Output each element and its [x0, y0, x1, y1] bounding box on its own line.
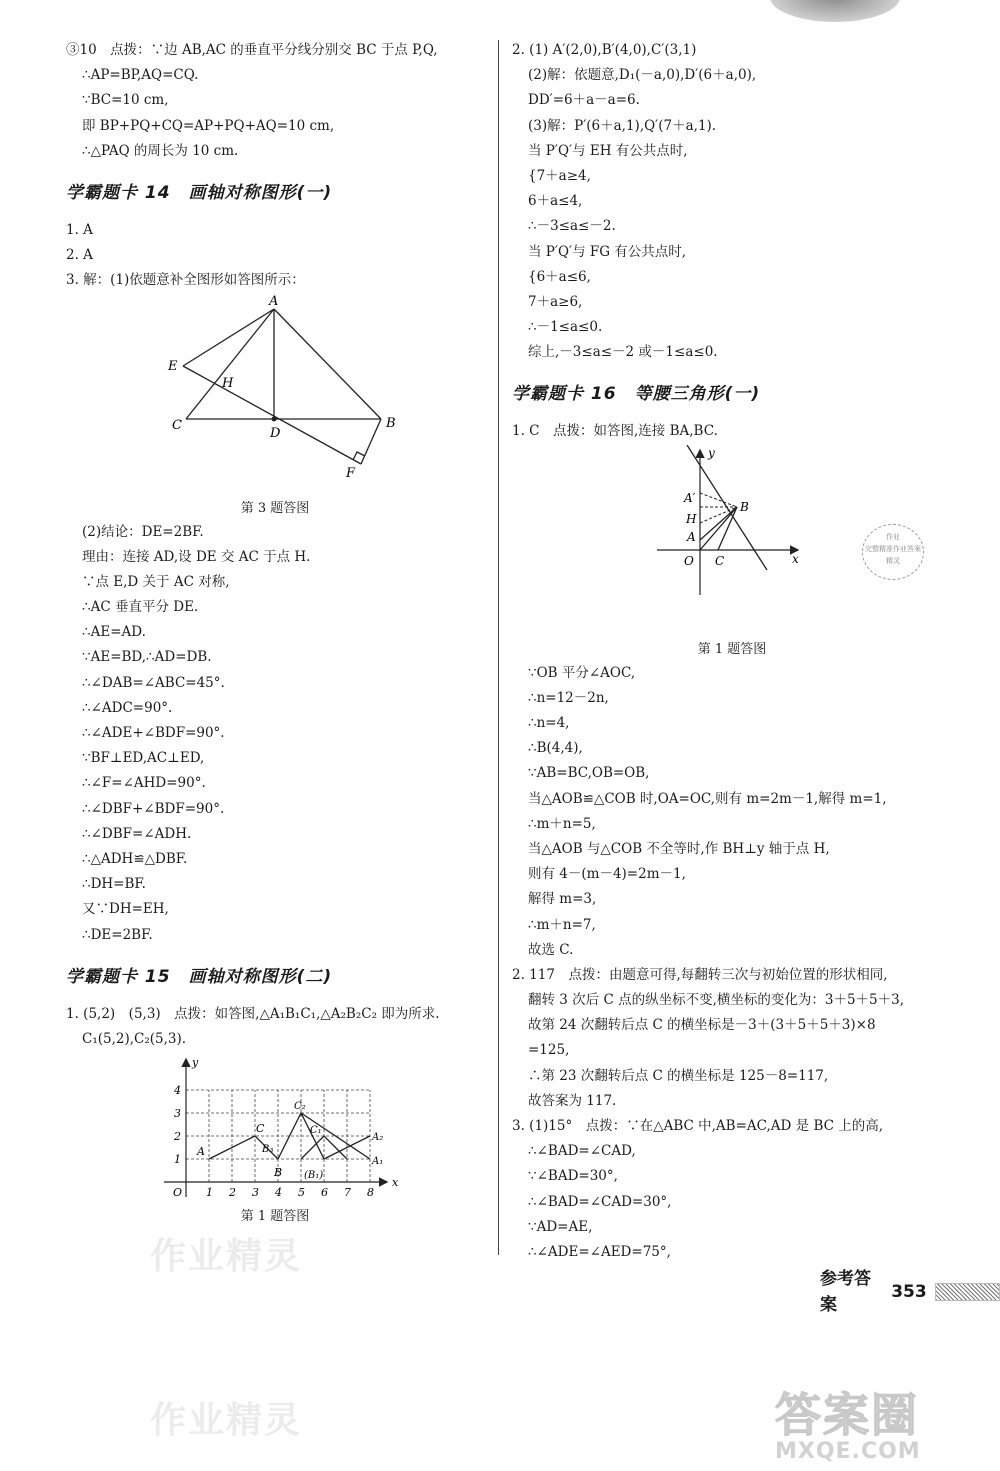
axis-label-y: y: [708, 445, 715, 460]
text-line: ∴AE=AD.: [82, 624, 146, 641]
label-H: H: [686, 511, 697, 526]
text-line: 6＋a≤4,: [528, 193, 583, 210]
text-line: 当△AOB≌△COB 时,OA=OC,则有 m=2m－1,解得 m=1,: [528, 790, 887, 807]
label-O: O: [684, 553, 694, 568]
text-line: C₁(5,2),C₂(5,3).: [82, 1030, 187, 1047]
figure-16-q1-caption: 第 1 题答图: [697, 641, 767, 657]
text-line: 当 P′Q′与 EH 有公共点时,: [528, 142, 688, 159]
text-line: ∴n=4,: [528, 715, 570, 731]
figure-q3-caption: 第 3 题答图: [240, 500, 310, 516]
x-tick-label: 3: [252, 1186, 259, 1200]
section-14-answers: [66, 218, 484, 294]
text-line: 故答案为 117.: [528, 1092, 617, 1109]
point-label-C1: C₁: [310, 1125, 322, 1137]
figure-q3: [66, 294, 484, 520]
label-A-prime: A′: [684, 490, 696, 505]
text-line: 3. (1)15° 点拨：∵在△ABC 中,AB=AC,AD 是 BC 上的高,: [512, 1118, 884, 1134]
x-tick-label: 5: [298, 1186, 305, 1200]
point-label-A1: A₁: [372, 1156, 384, 1168]
text-line: ∵AD=AE,: [528, 1218, 593, 1235]
point-label-C: C: [256, 1122, 265, 1136]
text-line: =125,: [528, 1042, 570, 1059]
text-line: 综上,－3≤a≤－2 或－1≤a≤0.: [528, 344, 718, 361]
text-line: 故选 C.: [528, 941, 574, 958]
label-F: F: [346, 465, 356, 481]
page-footer: [820, 1269, 1000, 1315]
axis-label-x: x: [792, 551, 799, 566]
point-label-C2: C₂: [294, 1101, 306, 1113]
text-line: DD′=6＋a－a=6.: [528, 92, 640, 109]
x-tick-label: 4: [275, 1186, 282, 1200]
text-line: ∴∠BAD=∠CAD=30°,: [528, 1193, 672, 1210]
watermark-mid-left: 作业精灵: [150, 1236, 303, 1277]
text-line: 故第 24 次翻转后点 C 的横坐标是－3＋(3＋5＋5＋3)×8: [528, 1017, 876, 1034]
seg-AC: [186, 309, 274, 419]
label-E: E: [168, 358, 178, 374]
text-line: 当△AOB 与△COB 不全等时,作 BH⊥y 轴于点 H,: [528, 840, 830, 857]
seg-AB: [700, 507, 737, 540]
point-label-B3: B₃: [262, 1144, 274, 1156]
text-line: ∴AC 垂直平分 DE.: [82, 599, 199, 616]
seg-OB: [700, 507, 737, 550]
text-line: 1. A: [66, 221, 93, 238]
y-axis-label: y: [192, 1056, 199, 1070]
scan-artifact: [770, 0, 900, 22]
text-line: 3. 解：(1)依题意补全图形如答图所示：: [66, 272, 305, 289]
text-line: ∴DH=BF.: [82, 876, 146, 893]
q3-answer-block: [66, 38, 484, 164]
tick-labels: [173, 1056, 399, 1199]
text-line: ∵OB 平分∠AOC,: [528, 664, 636, 681]
text-line: ∴AP=BP,AQ=CQ.: [82, 67, 199, 84]
label-B: B: [740, 499, 749, 514]
section-14-title: 学霸题卡 14 画轴对称图形(一): [66, 182, 333, 203]
triangle-diagram: [66, 294, 484, 494]
text-line: {7＋a≥4,: [528, 167, 591, 184]
text-line: 则有 4－(m－4)=2m－1,: [528, 866, 686, 883]
text-line: ∴△PAQ 的周长为 10 cm.: [82, 142, 239, 159]
label-A: A: [687, 529, 696, 544]
x-tick-label: 7: [344, 1186, 351, 1200]
text-line: 即 BP+PQ+CQ=AP+PQ+AQ=10 cm,: [82, 117, 335, 134]
text-line: ∵∠BAD=30°,: [528, 1168, 618, 1185]
stamp-line-2: 完整精准作业答案: [865, 545, 921, 553]
q2-answer-block: [512, 38, 952, 365]
point-label-A2: A₂: [372, 1132, 384, 1144]
text-line: ∴m＋n=7,: [528, 916, 596, 933]
text-line: ∴B(4,4),: [528, 740, 583, 757]
text-line: 理由：连接 AD,设 DE 交 AC 于点 H.: [82, 548, 311, 565]
text-line: 2. 117 点拨：由题意可得,每翻转三次与初始位置的形状相同,: [512, 966, 888, 983]
text-line: 又∵DH=EH,: [82, 901, 169, 918]
watermark-logo-url: MXQE.COM: [775, 1439, 921, 1464]
seg-BF: [361, 419, 381, 464]
label-A: A: [269, 293, 279, 309]
point-label-A: A: [197, 1145, 205, 1159]
text-line: 2. (1) A′(2,0),B′(4,0),C′(3,1): [512, 42, 697, 58]
text-line: ∴∠ADE+∠BDF=90°.: [82, 725, 225, 741]
text-line: {6＋a≤6,: [528, 268, 591, 285]
x-axis-label: x: [392, 1176, 399, 1190]
section-15-title: 学霸题卡 15 画轴对称图形(二): [66, 966, 333, 987]
text-line: 1. (5,2) (5,3) 点拨：如答图,△A₁B₁C₁,△A₂B₂C₂ 即为所求.: [66, 1005, 440, 1022]
seg-EF: [183, 366, 361, 464]
text-line: ∴第 23 次翻转后点 C 的横坐标是 125－8=117,: [528, 1067, 829, 1084]
point-label-B: B: [274, 1166, 283, 1180]
footer-decoration: [935, 1283, 1000, 1301]
seg-AB: [274, 309, 381, 419]
watermark-logo-text: 答案圈: [775, 1388, 919, 1442]
x-tick-label: 2: [229, 1186, 236, 1200]
text-line: ∴－1≤a≤0.: [528, 319, 603, 336]
y-tick-label: 4: [174, 1084, 181, 1098]
footer-label: 参考答案: [820, 1269, 871, 1315]
text-line: ∴m＋n=5,: [528, 815, 596, 832]
point-D: [272, 416, 277, 421]
text-line: ∴∠ADC=90°.: [82, 699, 173, 716]
y-tick-label: 2: [174, 1130, 181, 1144]
left-column: [66, 38, 484, 1228]
text-line: ∵BF⊥ED,AC⊥ED,: [82, 750, 205, 767]
point-label-B1: (B₁): [304, 1170, 324, 1182]
q1-solution: [512, 661, 952, 963]
text-line: ∴∠BAD=∠CAD,: [528, 1143, 636, 1160]
label-B: B: [386, 415, 396, 431]
text-line: 解得 m=3,: [528, 891, 597, 908]
text-line: (2)解：依题意,D₁(－a,0),D′(6＋a,0),: [528, 67, 757, 84]
text-line: (2)结论：DE=2BF.: [82, 523, 204, 540]
y-tick-label: 1: [174, 1153, 181, 1167]
text-line: 7＋a≥6,: [528, 293, 583, 310]
column-divider: [498, 40, 499, 1255]
q1-intro: 1. C 点拨：如答图,连接 BA,BC.: [512, 423, 718, 440]
watermark-bottom-left: 作业精灵: [150, 1400, 303, 1441]
label-C: C: [715, 553, 725, 568]
watermark-logo: [775, 1390, 985, 1470]
stamp-line-1: 作业: [886, 533, 900, 541]
text-line: ∴△ADH≌△DBF.: [82, 850, 188, 867]
origin-label: O: [173, 1186, 183, 1200]
stamp-line-3: 精灵: [886, 557, 900, 565]
text-line: ∴DE=2BF.: [82, 926, 153, 943]
figure-15-q1-caption: 第 1 题答图: [240, 1209, 310, 1225]
text-line: ∵点 E,D 关于 AC 对称,: [82, 573, 230, 590]
text-line: ∴∠DBF=∠ADH.: [82, 825, 192, 842]
figure-15-q1: [66, 1052, 484, 1228]
coordinate-grid: [66, 1052, 484, 1202]
text-line: ∴n=12－2n,: [528, 689, 609, 706]
label-H: H: [222, 375, 234, 391]
label-C: C: [172, 417, 182, 433]
right-column: [512, 38, 952, 1265]
q3-solution: [512, 1114, 952, 1265]
x-tick-label: 6: [321, 1186, 328, 1200]
watermark-stamp: [862, 524, 924, 580]
x-tick-label: 1: [206, 1186, 213, 1200]
text-line: ∴∠DAB=∠ABC=45°.: [82, 674, 225, 691]
text-line: 翻转 3 次后 C 点的纵坐标不变,横坐标的变化为：3＋5＋5＋3,: [528, 992, 905, 1009]
seg-EA: [183, 309, 274, 366]
text-line: ③10 点拨：∵边 AB,AC 的垂直平分线分别交 BC 于点 P,Q,: [66, 42, 438, 58]
section-15-answers: [66, 1002, 484, 1052]
page-number: 353: [891, 1282, 927, 1302]
text-line: 2. A: [66, 247, 93, 264]
x-tick-label: 8: [367, 1186, 374, 1200]
text-line: (3)解：P′(6＋a,1),Q′(7＋a,1).: [528, 117, 717, 134]
section-14-proof: [66, 520, 484, 948]
text-line: 当 P′Q′与 FG 有公共点时,: [528, 243, 687, 260]
label-D: D: [270, 425, 281, 441]
text-line: ∵BC=10 cm,: [82, 92, 169, 109]
y-tick-label: 3: [174, 1107, 181, 1121]
q2-solution: [512, 963, 952, 1114]
text-line: ∴∠DBF+∠BDF=90°.: [82, 800, 225, 817]
text-line: ∵AE=BD,∴AD=DB.: [82, 649, 212, 666]
text-line: ∴∠ADE=∠AED=75°,: [528, 1243, 671, 1260]
text-line: ∴∠F=∠AHD=90°.: [82, 775, 206, 792]
text-line: ∵AB=BC,OB=OB,: [528, 765, 650, 782]
text-line: ∴－3≤a≤－2.: [528, 218, 616, 235]
section-16-title: 学霸题卡 16 等腰三角形(一): [512, 384, 761, 405]
